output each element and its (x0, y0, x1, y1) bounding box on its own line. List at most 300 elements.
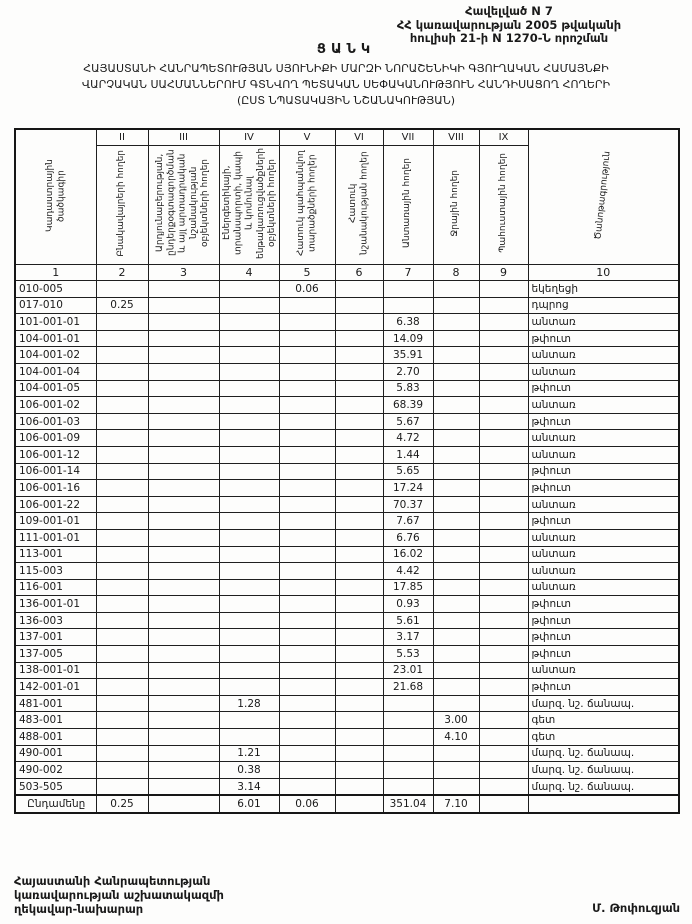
area-value-cell (279, 579, 335, 596)
area-value-cell (219, 612, 279, 629)
area-value-cell (335, 413, 383, 430)
area-value-cell (433, 463, 479, 480)
area-value-cell (148, 513, 219, 530)
appendix-note (330, 5, 688, 46)
area-value-cell (96, 778, 148, 795)
area-value-cell (148, 762, 219, 779)
area-value-cell (479, 330, 528, 347)
area-value-cell (96, 496, 148, 513)
area-value-cell (219, 330, 279, 347)
header-settlement-lands: Բնակավայրերի հողեր (96, 146, 148, 265)
area-value-cell (96, 463, 148, 480)
area-value-cell (219, 397, 279, 414)
area-value-cell (479, 281, 528, 298)
area-value-cell (96, 330, 148, 347)
area-value-cell (335, 612, 383, 629)
area-value-cell (479, 314, 528, 331)
cadastral-code-cell: 490-002 (15, 762, 96, 779)
area-value-cell (219, 513, 279, 530)
area-value-cell (433, 363, 479, 380)
area-value-cell (335, 430, 383, 447)
area-value-cell (279, 380, 335, 397)
area-value-cell (219, 297, 279, 314)
area-value-cell (279, 662, 335, 679)
area-value-cell (96, 413, 148, 430)
area-value-cell (279, 745, 335, 762)
area-value-cell (96, 745, 148, 762)
area-value-cell (96, 397, 148, 414)
note-cell: անտառ (528, 446, 679, 463)
area-value-cell (96, 679, 148, 696)
area-value-cell (219, 712, 279, 729)
area-value-cell: 2.70 (383, 363, 433, 380)
area-value-cell (479, 712, 528, 729)
note-cell: դպրոց (528, 297, 679, 314)
area-value-cell: 3.17 (383, 629, 433, 646)
table-row (15, 463, 679, 480)
area-value-cell (479, 513, 528, 530)
total-row (15, 795, 679, 813)
area-value-cell (96, 596, 148, 613)
area-value-cell (433, 397, 479, 414)
table-row (15, 662, 679, 679)
cadastral-code-cell: 111-001-01 (15, 529, 96, 546)
table-row (15, 330, 679, 347)
area-value-cell: 6.76 (383, 529, 433, 546)
area-value-cell (335, 347, 383, 364)
area-value-cell: 5.53 (383, 646, 433, 663)
cadastral-code-cell: 106-001-09 (15, 430, 96, 447)
area-value-cell (279, 330, 335, 347)
area-value-cell (479, 596, 528, 613)
area-value-cell: 3.14 (219, 778, 279, 795)
area-value-cell (219, 347, 279, 364)
cadastral-code-cell: 136-003 (15, 612, 96, 629)
area-value-cell (479, 646, 528, 663)
area-value-cell (383, 762, 433, 779)
cadastral-code-cell: 101-001-01 (15, 314, 96, 331)
table-row (15, 413, 679, 430)
table-row (15, 762, 679, 779)
header-water-lands: Ջրային հողեր (433, 146, 479, 265)
area-value-cell (433, 745, 479, 762)
note-cell: անտառ (528, 496, 679, 513)
area-value-cell: 14.09 (383, 330, 433, 347)
area-value-cell (96, 629, 148, 646)
column-number-1: 1 (15, 265, 96, 281)
column-number-5: 5 (279, 265, 335, 281)
area-value-cell (96, 695, 148, 712)
table-row (15, 778, 679, 795)
area-value-cell (335, 446, 383, 463)
footer-office-block (14, 874, 224, 916)
area-value-cell (433, 496, 479, 513)
area-value-cell (479, 496, 528, 513)
area-value-cell (219, 463, 279, 480)
area-value-cell: 1.44 (383, 446, 433, 463)
area-value-cell: 1.21 (219, 745, 279, 762)
cadastral-code-cell: 488-001 (15, 729, 96, 746)
column-number-4: 4 (219, 265, 279, 281)
area-value-cell (96, 430, 148, 447)
area-value-cell (96, 646, 148, 663)
area-value-cell (219, 629, 279, 646)
area-value-cell (148, 380, 219, 397)
area-value-cell (479, 612, 528, 629)
area-value-cell (479, 795, 528, 813)
area-value-cell: 0.93 (383, 596, 433, 613)
cadastral-code-cell: 483-001 (15, 712, 96, 729)
land-parcels-table (14, 128, 680, 814)
area-value-cell (335, 729, 383, 746)
note-cell: թփուտ (528, 380, 679, 397)
area-value-cell: 0.25 (96, 297, 148, 314)
list-heading: ՑԱՆԿ (316, 42, 376, 57)
table-row (15, 363, 679, 380)
area-value-cell (148, 579, 219, 596)
roman-numeral-III: III (148, 129, 219, 146)
table-row (15, 496, 679, 513)
title-line-2: ՎԱՐՉԱԿԱՆ ՍԱՀՄԱՆՆԵՐՈՒՄ ԳՏՆՎՈՂ ՊԵՏԱԿԱՆ ՍԵՓԱԿԱՆՈՒԹՅՈՒՆ ՀԱՆԴԻՍԱՑՈՂ ՀՈՂԵՐԻ (81, 77, 611, 91)
area-value-cell (433, 413, 479, 430)
area-value-cell (148, 330, 219, 347)
table-row (15, 397, 679, 414)
area-value-cell (96, 446, 148, 463)
appendix-line-3: հուլիսի 21-ի N 1270-Ն որոշման (409, 31, 609, 46)
note-cell: թփուտ (528, 330, 679, 347)
area-value-cell (479, 297, 528, 314)
area-value-cell (335, 397, 383, 414)
area-value-cell: 17.85 (383, 579, 433, 596)
cadastral-code-cell: 017-010 (15, 297, 96, 314)
table-row (15, 430, 679, 447)
area-value-cell (148, 347, 219, 364)
area-value-cell (148, 563, 219, 580)
cadastral-code-cell: 104-001-01 (15, 330, 96, 347)
cadastral-code-cell: 116-001 (15, 579, 96, 596)
signature-name: Մ. Թոփուզյան (592, 901, 680, 915)
table-row (15, 529, 679, 546)
area-value-cell (96, 729, 148, 746)
area-value-cell (219, 446, 279, 463)
table-row (15, 281, 679, 298)
area-value-cell (335, 363, 383, 380)
area-value-cell (148, 430, 219, 447)
note-cell: անտառ (528, 546, 679, 563)
area-value-cell (433, 679, 479, 696)
cadastral-code-cell: 106-001-22 (15, 496, 96, 513)
area-value-cell (433, 380, 479, 397)
note-cell: անտառ (528, 347, 679, 364)
cadastral-code-cell: 490-001 (15, 745, 96, 762)
note-cell: անտառ (528, 563, 679, 580)
area-value-cell (479, 413, 528, 430)
area-value-cell (219, 529, 279, 546)
area-value-cell (148, 480, 219, 497)
header-cadastral-code-label: Կադաստրային ծածկագիր (44, 159, 66, 232)
area-value-cell (433, 281, 479, 298)
area-value-cell (148, 297, 219, 314)
area-value-cell (219, 563, 279, 580)
area-value-cell (148, 712, 219, 729)
roman-numeral-IX: IX (479, 129, 528, 146)
area-value-cell: 4.10 (433, 729, 479, 746)
area-value-cell (96, 281, 148, 298)
area-value-cell (479, 347, 528, 364)
area-value-cell (96, 529, 148, 546)
area-value-cell (479, 778, 528, 795)
area-value-cell (335, 662, 383, 679)
area-value-cell (335, 529, 383, 546)
cadastral-code-cell: 104-001-05 (15, 380, 96, 397)
header-forest-lands: Անտառային հողեր (383, 146, 433, 265)
area-value-cell (148, 612, 219, 629)
table-row (15, 679, 679, 696)
footer-line-2: կառավարության աշխատակազմի (14, 888, 224, 903)
note-cell: մարզ. նշ. ճանապ. (528, 745, 679, 762)
note-cell: անտառ (528, 314, 679, 331)
header-note-label: Ծանոթագրություն (593, 150, 613, 241)
area-value-cell (335, 513, 383, 530)
header-industrial-lands: Արդյունաբերության, ընդերքօգտագործման և այլ արտադրական նշանակության օբյեկտների հողեր (148, 146, 219, 265)
note-cell: թփուտ (528, 612, 679, 629)
area-value-cell (96, 347, 148, 364)
cadastral-code-cell: 137-005 (15, 646, 96, 663)
area-value-cell (433, 347, 479, 364)
area-value-cell (148, 646, 219, 663)
note-cell: անտառ (528, 529, 679, 546)
area-value-cell (219, 380, 279, 397)
area-value-cell (335, 629, 383, 646)
area-value-cell: 0.25 (96, 795, 148, 813)
area-value-cell: 5.61 (383, 612, 433, 629)
note-cell: թփուտ (528, 596, 679, 613)
area-value-cell (433, 546, 479, 563)
cadastral-code-cell: 113-001 (15, 546, 96, 563)
area-value-cell (219, 496, 279, 513)
area-value-cell (148, 281, 219, 298)
area-value-cell (148, 363, 219, 380)
header-protected-area-lands: Հատուկ պահպանվող տարածքների հողեր (279, 146, 335, 265)
area-value-cell: 0.06 (279, 795, 335, 813)
area-value-cell (279, 729, 335, 746)
area-value-cell (279, 347, 335, 364)
note-cell: անտառ (528, 363, 679, 380)
area-value-cell (279, 712, 335, 729)
header-reserve-lands: Պահուստային հողեր (479, 146, 528, 265)
cadastral-code-cell: 104-001-02 (15, 347, 96, 364)
area-value-cell (219, 729, 279, 746)
table-row (15, 745, 679, 762)
area-value-cell (433, 629, 479, 646)
area-value-cell: 5.67 (383, 413, 433, 430)
area-value-cell (148, 629, 219, 646)
area-value-cell (433, 612, 479, 629)
area-value-cell (148, 529, 219, 546)
area-value-cell (433, 314, 479, 331)
note-cell: եկեղեցի (528, 281, 679, 298)
area-value-cell (148, 496, 219, 513)
roman-numeral-V: V (279, 129, 335, 146)
table-row (15, 579, 679, 596)
area-value-cell: 7.10 (433, 795, 479, 813)
cadastral-code-cell: 106-001-12 (15, 446, 96, 463)
area-value-cell (335, 330, 383, 347)
roman-numeral-II: II (96, 129, 148, 146)
area-value-cell (479, 729, 528, 746)
area-value-cell (335, 380, 383, 397)
area-value-cell (335, 596, 383, 613)
area-value-cell (219, 679, 279, 696)
area-value-cell: 1.28 (219, 695, 279, 712)
note-cell: թփուտ (528, 629, 679, 646)
area-value-cell (479, 446, 528, 463)
cadastral-code-cell: 106-001-03 (15, 413, 96, 430)
area-value-cell (335, 646, 383, 663)
column-number-7: 7 (383, 265, 433, 281)
note-cell: թփուտ (528, 679, 679, 696)
table-row (15, 546, 679, 563)
area-value-cell (479, 629, 528, 646)
area-value-cell (96, 480, 148, 497)
area-value-cell (219, 579, 279, 596)
area-value-cell (479, 363, 528, 380)
note-cell: գետ (528, 712, 679, 729)
table-body (15, 281, 679, 814)
area-value-cell (219, 480, 279, 497)
note-cell: թփուտ (528, 413, 679, 430)
area-value-cell (279, 430, 335, 447)
area-value-cell (433, 646, 479, 663)
area-value-cell (383, 778, 433, 795)
area-value-cell (335, 795, 383, 813)
area-value-cell (148, 729, 219, 746)
area-value-cell (148, 397, 219, 414)
column-number-8: 8 (433, 265, 479, 281)
area-value-cell (279, 314, 335, 331)
area-value-cell: 7.67 (383, 513, 433, 530)
appendix-line-2: ՀՀ կառավարության 2005 թվականի (396, 17, 622, 32)
area-value-cell: 23.01 (383, 662, 433, 679)
area-value-cell (335, 496, 383, 513)
area-value-cell (335, 679, 383, 696)
table-row (15, 629, 679, 646)
table-row (15, 563, 679, 580)
area-value-cell (335, 463, 383, 480)
table-row (15, 596, 679, 613)
header-note (528, 129, 679, 265)
note-cell (528, 795, 679, 813)
area-value-cell (479, 546, 528, 563)
table-row (15, 347, 679, 364)
area-value-cell (335, 480, 383, 497)
roman-numeral-VII: VII (383, 129, 433, 146)
area-value-cell (279, 529, 335, 546)
area-value-cell (335, 546, 383, 563)
cadastral-code-cell: 142-001-01 (15, 679, 96, 696)
area-value-cell (96, 612, 148, 629)
roman-numeral-VI: VI (335, 129, 383, 146)
area-value-cell (148, 662, 219, 679)
area-value-cell (279, 762, 335, 779)
note-cell: անտառ (528, 662, 679, 679)
area-value-cell (279, 496, 335, 513)
footer-line-3: ղեկավար-նախարար (14, 902, 144, 917)
area-value-cell: 6.01 (219, 795, 279, 813)
area-value-cell (479, 679, 528, 696)
area-value-cell (148, 778, 219, 795)
area-value-cell: 6.38 (383, 314, 433, 331)
area-value-cell (96, 762, 148, 779)
area-value-cell (219, 413, 279, 430)
area-value-cell (96, 563, 148, 580)
area-value-cell (148, 413, 219, 430)
column-number-row (15, 265, 679, 281)
area-value-cell: 351.04 (383, 795, 433, 813)
area-value-cell (433, 662, 479, 679)
area-value-cell (433, 446, 479, 463)
header-cadastral-code (15, 129, 96, 265)
area-value-cell (219, 546, 279, 563)
area-value-cell (433, 430, 479, 447)
area-value-cell (279, 413, 335, 430)
area-value-cell (433, 778, 479, 795)
note-cell: մարզ. նշ. ճանապ. (528, 695, 679, 712)
table-row (15, 314, 679, 331)
area-value-cell: 4.42 (383, 563, 433, 580)
area-value-cell (96, 712, 148, 729)
area-value-cell: 0.06 (279, 281, 335, 298)
area-value-cell: 21.68 (383, 679, 433, 696)
column-number-6: 6 (335, 265, 383, 281)
area-value-cell (433, 579, 479, 596)
area-value-cell (383, 745, 433, 762)
area-value-cell (383, 729, 433, 746)
area-value-cell (219, 646, 279, 663)
area-value-cell (335, 778, 383, 795)
area-value-cell (96, 513, 148, 530)
area-value-cell (148, 795, 219, 813)
area-value-cell (383, 297, 433, 314)
area-value-cell (479, 430, 528, 447)
area-value-cell (433, 330, 479, 347)
table-row (15, 712, 679, 729)
area-value-cell (96, 314, 148, 331)
area-value-cell (433, 596, 479, 613)
note-cell: անտառ (528, 430, 679, 447)
area-value-cell: 16.02 (383, 546, 433, 563)
table-row (15, 646, 679, 663)
area-value-cell (148, 463, 219, 480)
area-value-cell (279, 629, 335, 646)
area-value-cell (479, 579, 528, 596)
table-row (15, 695, 679, 712)
header-energy-transport-lands: Էներգետիկայի, տրանսպորտի, կապի և կոմունալ ենթակառուցվածքների օբյեկտների հողեր (219, 146, 279, 265)
area-value-cell: 3.00 (433, 712, 479, 729)
area-value-cell (279, 695, 335, 712)
area-value-cell (479, 745, 528, 762)
area-value-cell (433, 563, 479, 580)
cadastral-code-cell: 106-001-02 (15, 397, 96, 414)
area-value-cell (279, 513, 335, 530)
area-value-cell (433, 480, 479, 497)
area-value-cell (479, 463, 528, 480)
area-value-cell (96, 363, 148, 380)
area-value-cell (148, 546, 219, 563)
area-value-cell (148, 695, 219, 712)
table-row (15, 446, 679, 463)
area-value-cell (335, 695, 383, 712)
